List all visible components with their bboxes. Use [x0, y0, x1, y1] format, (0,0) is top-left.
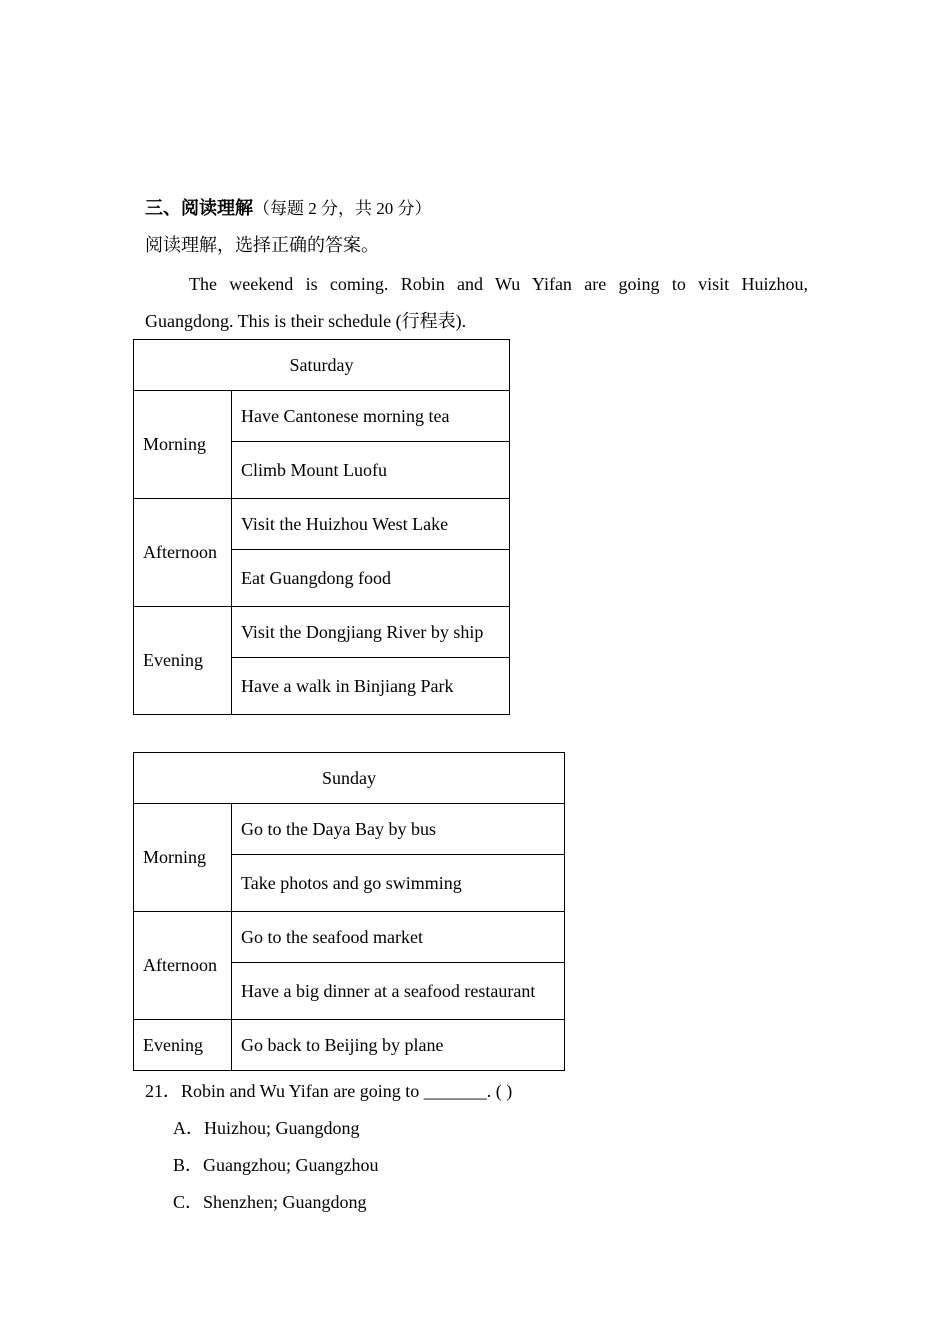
- period-label: Morning: [134, 804, 232, 912]
- day-header: Sunday: [134, 753, 565, 804]
- option-a[interactable]: [173, 1116, 359, 1140]
- option-letter: C．: [173, 1192, 204, 1212]
- question-text: Robin and Wu Yifan are going to _______. ( ): [181, 1081, 513, 1101]
- sunday-schedule-table: [133, 752, 565, 1071]
- period-label: Evening: [134, 607, 232, 715]
- period-label: Afternoon: [134, 912, 232, 1020]
- activity-cell: Take photos and go swimming: [232, 855, 565, 912]
- section-title: [145, 196, 432, 221]
- option-text: Shenzhen; Guangdong: [203, 1192, 367, 1212]
- activity-cell: Go back to Beijing by plane: [232, 1020, 565, 1071]
- activity-cell: Visit the Dongjiang River by ship: [232, 607, 510, 658]
- section-title-note: （每题 2 分，共 20 分）: [253, 199, 432, 218]
- day-header: Saturday: [134, 340, 510, 391]
- activity-cell: Go to the seafood market: [232, 912, 565, 963]
- option-text: Huizhou; Guangdong: [204, 1118, 360, 1138]
- period-label: Evening: [134, 1020, 232, 1071]
- activity-cell: Eat Guangdong food: [232, 550, 510, 607]
- activity-cell: Go to the Daya Bay by bus: [232, 804, 565, 855]
- passage-line-2: Guangdong. This is their schedule (行程表).: [145, 311, 467, 331]
- section-instruction: 阅读理解，选择正确的答案。: [145, 235, 379, 255]
- option-b[interactable]: [173, 1153, 378, 1177]
- activity-cell: Climb Mount Luofu: [232, 442, 510, 499]
- question-21: [145, 1079, 512, 1103]
- saturday-schedule-table: [133, 339, 510, 715]
- period-label: Morning: [134, 391, 232, 499]
- passage-line-1: The weekend is coming. Robin and Wu Yifan are going to visit Huizhou,: [189, 274, 808, 294]
- option-text: Guangzhou; Guangzhou: [203, 1155, 379, 1175]
- option-letter: A．: [173, 1118, 204, 1138]
- option-letter: B．: [173, 1155, 204, 1175]
- activity-cell: Have Cantonese morning tea: [232, 391, 510, 442]
- activity-cell: Have a big dinner at a seafood restaurant: [232, 963, 565, 1020]
- activity-cell: Have a walk in Binjiang Park: [232, 658, 510, 715]
- option-c[interactable]: [173, 1190, 366, 1214]
- activity-cell: Visit the Huizhou West Lake: [232, 499, 510, 550]
- period-label: Afternoon: [134, 499, 232, 607]
- section-title-main: 三、阅读理解: [145, 198, 253, 218]
- question-number: 21．: [145, 1081, 181, 1101]
